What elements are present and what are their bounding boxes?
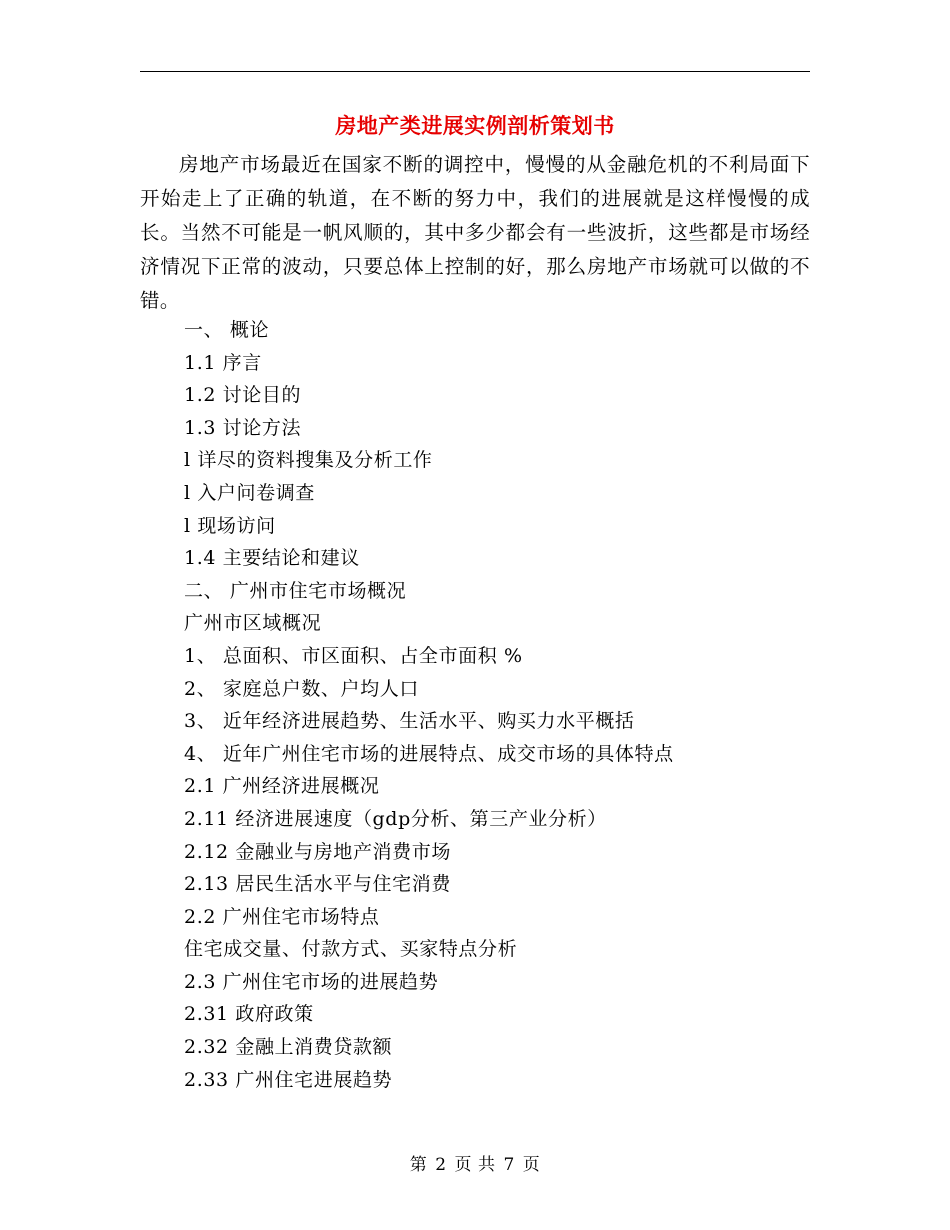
footer-suffix: 页 <box>522 1155 541 1175</box>
outline-item: 1.2 讨论目的 <box>184 384 302 407</box>
outline-item: 2.3 广州住宅市场的进展趋势 <box>184 970 439 993</box>
outline-item: 3、 近年经济进展趋势、生活水平、购买力水平概括 <box>184 710 635 733</box>
footer-current-page: 2 <box>435 1155 447 1175</box>
outline-item: 2、 家庭总户数、户均人口 <box>184 677 419 700</box>
outline-item: 1.3 讨论方法 <box>184 416 302 439</box>
outline-item: l 现场访问 <box>184 514 276 537</box>
outline-item: 2.12 金融业与房地产消费市场 <box>184 840 451 863</box>
page-footer <box>140 1152 810 1178</box>
outline-item: 2.13 居民生活水平与住宅消费 <box>184 873 451 896</box>
outline-item: 一、 概论 <box>184 319 270 341</box>
footer-prefix: 第 <box>409 1155 428 1175</box>
outline-item: 1、 总面积、市区面积、占全市面积 % <box>184 644 523 667</box>
outline-item: 2.1 广州经济进展概况 <box>184 775 380 798</box>
outline-list <box>184 314 810 1096</box>
outline-item: 1.1 序言 <box>184 351 262 374</box>
outline-item: 住宅成交量、付款方式、买家特点分析 <box>184 938 518 961</box>
outline-item: l 入户问卷调查 <box>184 481 315 504</box>
outline-item: 2.31 政府政策 <box>184 1003 314 1026</box>
outline-item: 4、 近年广州住宅市场的进展特点、成交市场的具体特点 <box>184 742 674 765</box>
outline-item: 广州市区域概况 <box>184 612 322 635</box>
outline-item: 二、 广州市住宅市场概况 <box>184 579 407 602</box>
outline-item: 2.32 金融上消费贷款额 <box>184 1036 393 1059</box>
header-rule <box>140 71 810 72</box>
outline-item: 2.11 经济进展速度（gdp分析、第三产业分析） <box>184 807 607 830</box>
document-title: 房地产类进展实例剖析策划书 <box>335 113 615 138</box>
outline-item: 2.33 广州住宅进展趋势 <box>184 1068 393 1091</box>
outline-item: 2.2 广州住宅市场特点 <box>184 905 380 928</box>
footer-middle: 页 共 <box>454 1155 496 1175</box>
intro-paragraph: 房地产市场最近在国家不断的调控中，慢慢的从金融危机的不利局面下开始走上了正确的轨道，在不断的努力中，我们的进展就是这样慢慢的成长。当然不可能是一帆风顺的，其中多少都会有一些波折，这些都是市场经济情况下正常的波动，只要总体上控制的好，那么房地产市场就可以做的不错。 <box>140 153 810 312</box>
footer-total-pages: 7 <box>503 1155 515 1175</box>
outline-item: 1.4 主要结论和建议 <box>184 547 360 570</box>
outline-item: l 详尽的资料搜集及分析工作 <box>184 449 433 472</box>
